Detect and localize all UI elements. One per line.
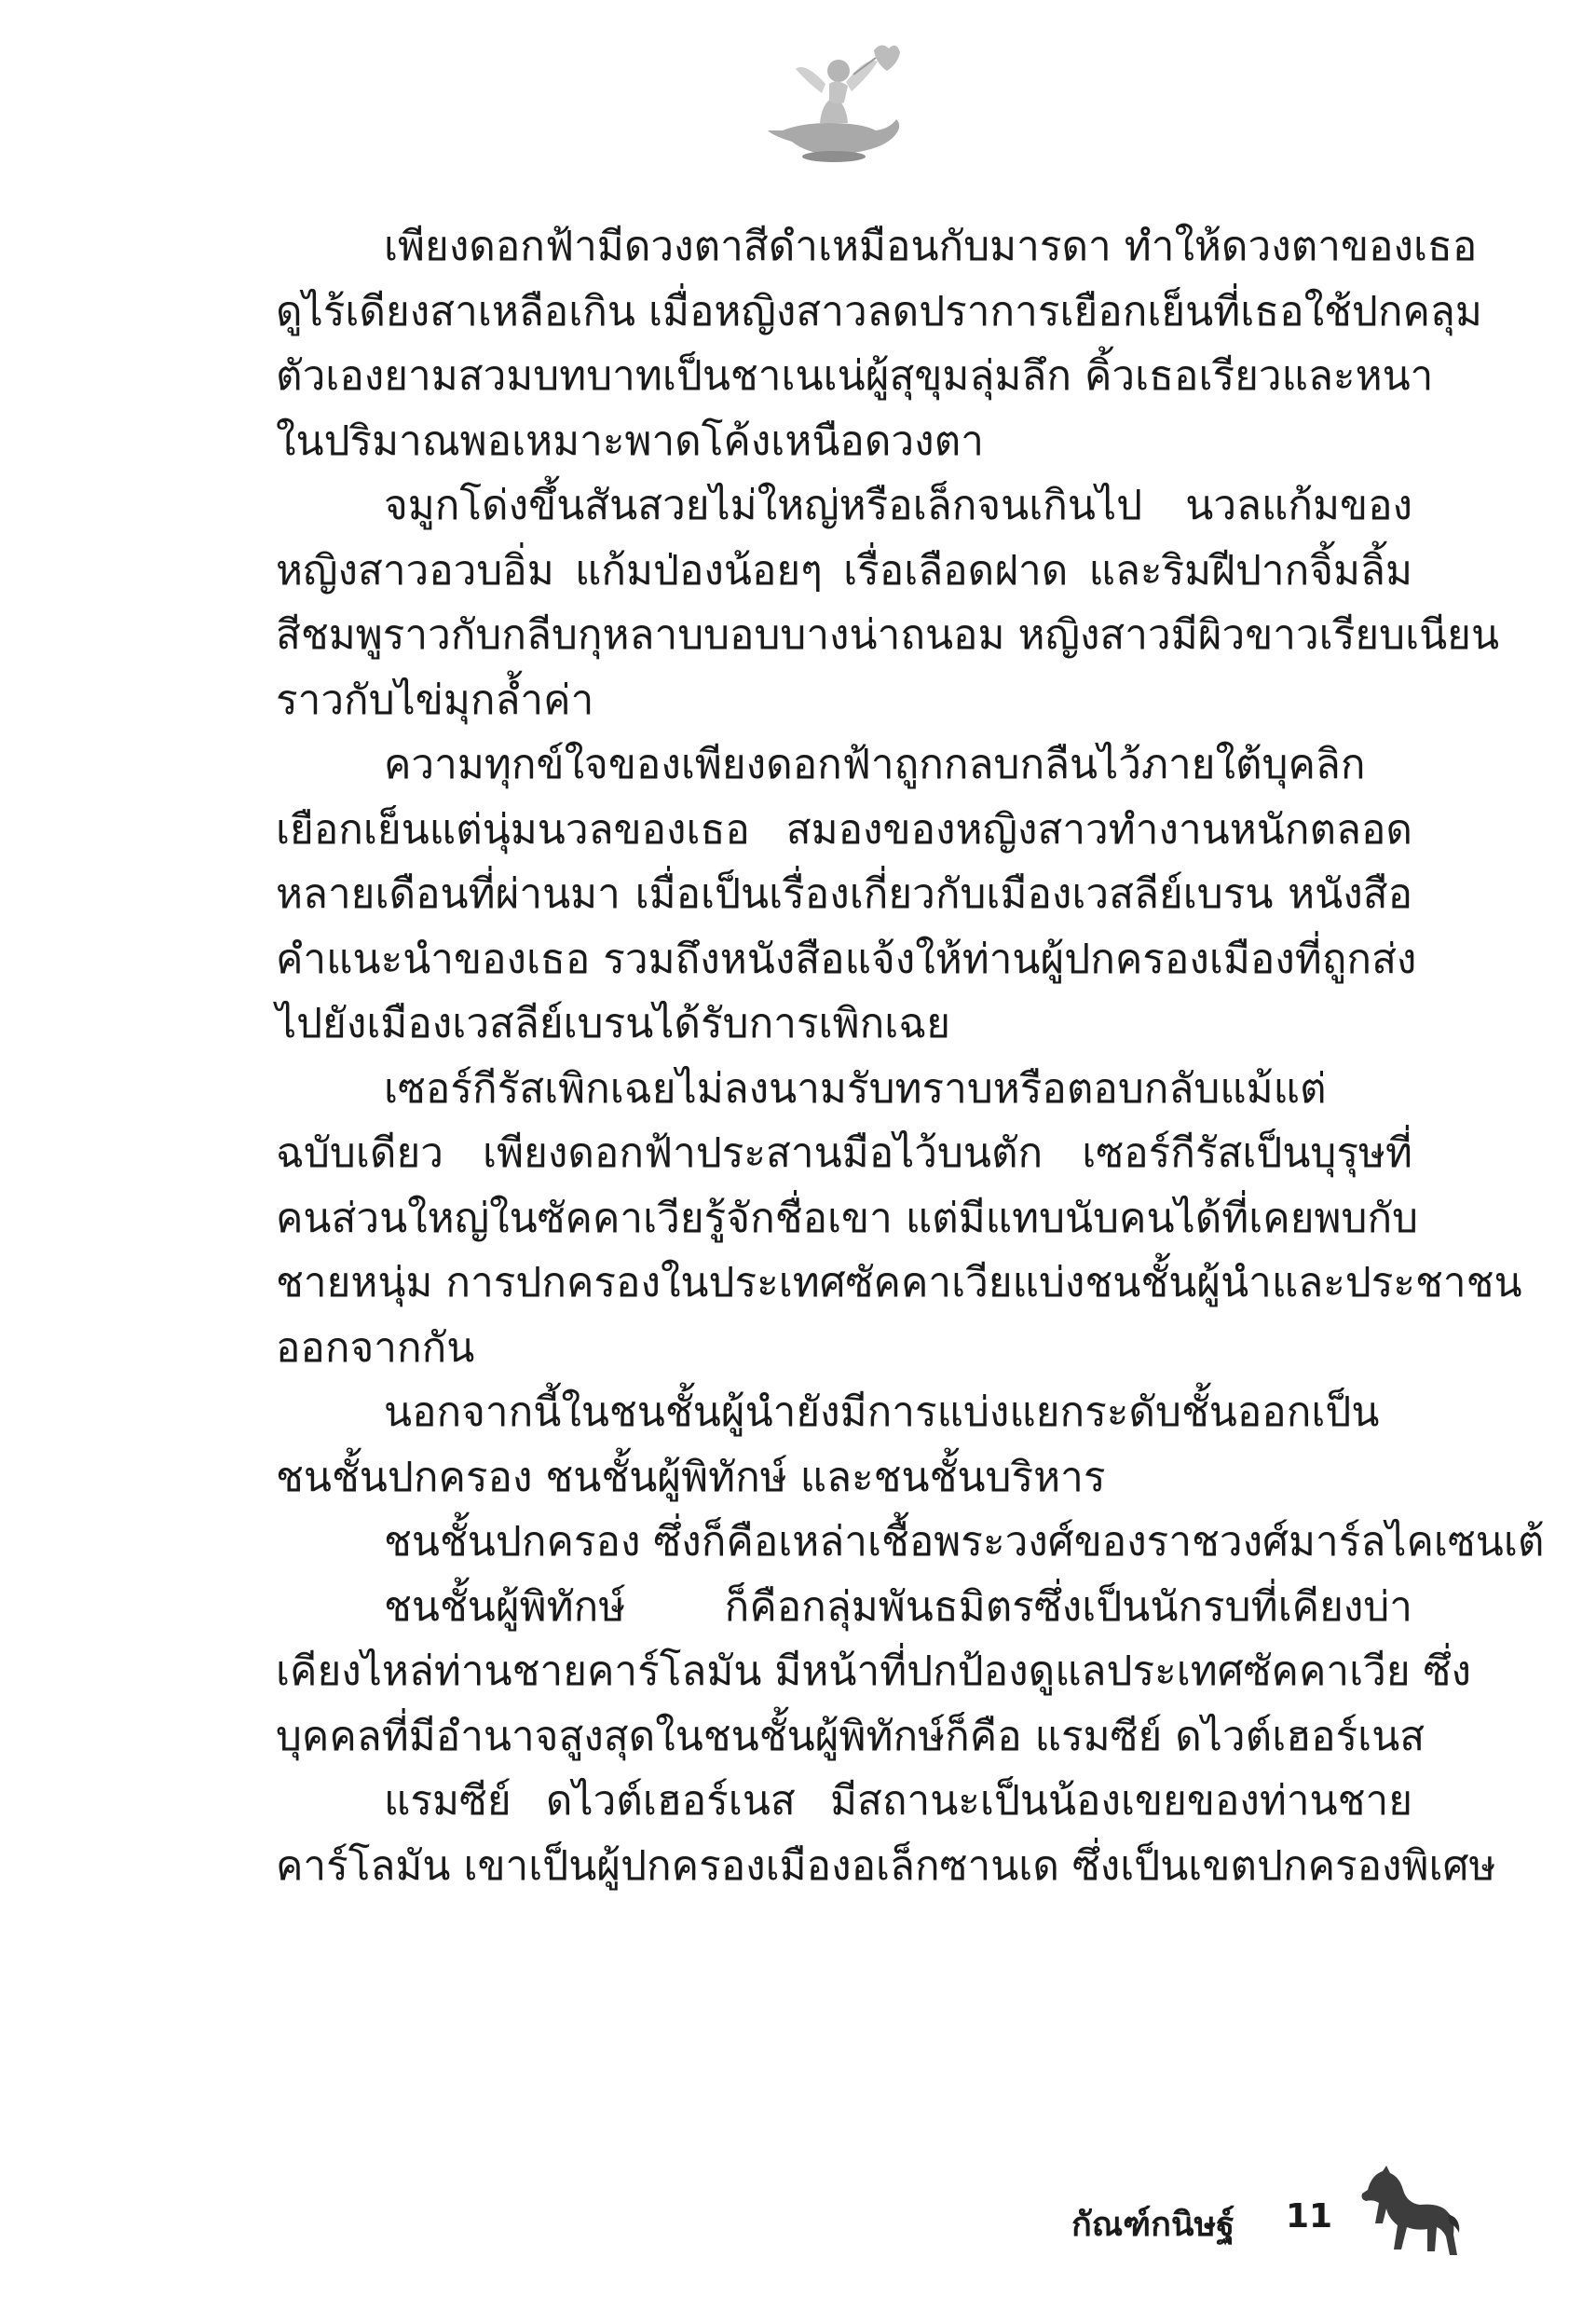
text-line: ชายหนุ่ม การปกครองในประเทศซัคคาเวียแบ่งชนชั้นผู้นำและประชาชน: [276, 1259, 1522, 1306]
text-line: ฉบับเดียว เพียงดอกฟ้าประสานมือไว้บนตัก เซอร์กีรัสเป็นบุรุษที่: [276, 1129, 1412, 1177]
cupid-lamp-ornament-icon: [764, 37, 904, 168]
text-line: สีชมพูราวกับกลีบกุหลาบบอบบางน่าถนอม หญิงสาวมีผิวขาวเรียบเนียน: [276, 611, 1500, 659]
paragraph-7: [276, 1575, 1471, 1770]
paragraph-4: [276, 1057, 1522, 1381]
book-title: กัณฑ์กนิษฐ์: [1071, 2206, 1235, 2244]
horse-icon: [1351, 2162, 1463, 2264]
text-line: คาร์โลมัน เขาเป็นผู้ปกครองเมืองอเล็กซานเด ซึ่งเป็นเขตปกครองพิเศษ: [276, 1841, 1496, 1890]
text-line: ดูไร้เดียงสาเหลือเกิน เมื่อหญิงสาวลดปราการเยือกเย็นที่เธอใช้ปกคลุม: [276, 287, 1482, 335]
text-line: คนส่วนใหญ่ในซัคคาเวียรู้จักชื่อเขา แต่มีแทบนับคนได้ที่เคยพบกับ: [276, 1194, 1419, 1242]
text-line: ไปยังเมืองเวสลีย์เบรนได้รับการเพิกเฉย: [276, 1000, 951, 1047]
paragraph-8: [276, 1769, 1496, 1898]
text-line: เยือกเย็นแต่นุ่มนวลของเธอ สมองของหญิงสาวทำงานหนักตลอด: [276, 805, 1412, 854]
text-line: เคียงไหล่ท่านชายคาร์โลมัน มีหน้าที่ปกป้องดูแลประเทศซัคคาเวีย ซึ่ง: [276, 1648, 1471, 1695]
text-line: ชนชั้นปกครอง ชนชั้นผู้พิทักษ์ และชนชั้นบริหาร: [276, 1453, 1106, 1501]
text-line: แรมซีย์ ดไวต์เฮอร์เนส มีสถานะเป็นน้องเขยของท่านชาย: [384, 1777, 1412, 1825]
text-line: จมูกโด่งขึ้นสันสวยไม่ใหญ่หรือเล็กจนเกินไป นวลแก้มของ: [384, 482, 1412, 529]
page-number: 11: [1286, 2197, 1333, 2236]
page-footer: [1071, 2162, 1463, 2264]
text-line: เพียงดอกฟ้ามีดวงตาสีดำเหมือนกับมารดา ทำให้ดวงตาของเธอ: [384, 223, 1478, 270]
text-line: เซอร์กีรัสเพิกเฉยไม่ลงนามรับทราบหรือตอบกลับแม้แต่: [384, 1064, 1327, 1113]
text-line: ความทุกข์ใจของเพียงดอกฟ้าถูกกลบกลืนไว้ภายใต้บุคลิก: [384, 741, 1366, 788]
paragraph-3: [276, 732, 1417, 1057]
text-line: ชนชั้นผู้พิทักษ์ ก็คือกลุ่มพันธมิตรซึ่งเป็นนักรบที่เคียงบ่า: [384, 1582, 1412, 1631]
text-line: หญิงสาวอวบอิ่ม แก้มป่องน้อยๆ เรื่อเลือดฝาด และริมฝีปากจิ้มลิ้ม: [276, 546, 1412, 595]
text-line: หลายเดือนที่ผ่านมา เมื่อเป็นเรื่องเกี่ยวกับเมืองเวสลีย์เบรน หนังสือ: [276, 870, 1412, 918]
text-line: บุคคลที่มีอำนาจสูงสุดในชนชั้นผู้พิทักษ์ก็คือ แรมซีย์ ดไวต์เฮอร์เนส: [276, 1712, 1425, 1760]
text-line: ชนชั้นปกครอง ซึ่งก็คือเหล่าเชื้อพระวงศ์ของราชวงศ์มาร์ลไคเซนเต้: [384, 1518, 1545, 1566]
text-line: ออกจากกัน: [276, 1323, 475, 1372]
text-line: คำแนะนำของเธอ รวมถึงหนังสือแจ้งให้ท่านผู้ปกครองเมืองที่ถูกส่ง: [276, 935, 1417, 983]
text-line: ราวกับไข่มุกล้ำค่า: [276, 676, 594, 724]
paragraph-2: [276, 473, 1500, 732]
text-line: ตัวเองยามสวมบทบาทเป็นชาเนเน่ผู้สุขุมลุ่มลึก คิ้วเธอเรียวและหนา: [276, 352, 1434, 400]
paragraph-5: [276, 1380, 1412, 1510]
text-line: นอกจากนี้ในชนชั้นผู้นำยังมีการแบ่งแยกระดับชั้นออกเป็น: [384, 1388, 1380, 1436]
paragraph-6: [276, 1510, 1545, 1575]
text-line: ในปริมาณพอเหมาะพาดโค้งเหนือดวงตา: [276, 417, 984, 465]
body-text: [276, 214, 1545, 1898]
paragraph-1: [276, 214, 1482, 473]
